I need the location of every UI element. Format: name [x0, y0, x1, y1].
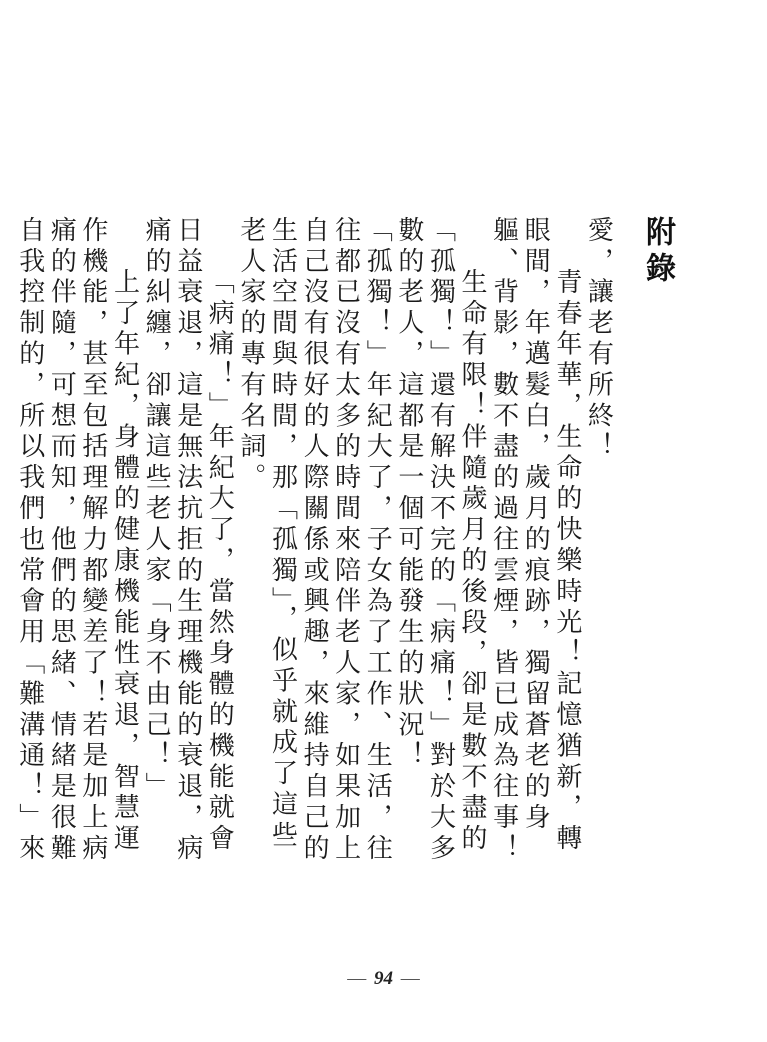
paragraph-3: 「孤獨！」年紀大了，子女為了工作、生活，往往都已沒有太多的時間來陪伴老人家，如果加上自己沒有很好的人際關係或興趣，來維持自己的生活空間與時間，那「孤獨」，似乎就成了這些老人家的專有名詞。 [235, 216, 393, 865]
page-number: 94 [374, 968, 393, 989]
footer-dash-right: — [400, 968, 420, 989]
chapter-heading: 愛，讓老有所終！ [583, 216, 614, 464]
paragraph-5: 上了年紀，身體的健康機能性衰退，智慧運作機能，甚至包括理解力都變差了！若是加上病痛的伴隨，可想而知，他們的思緒、情緒是很難自我控制的，所以我們也常會用「難溝通！」來 [14, 216, 140, 865]
section-title: 附錄 [640, 216, 675, 288]
paragraph-4: 「病痛！」年紀大了，當然身體的機能就會日益衰退，這是無法抗拒的生理機能的衰退，病痛的糾纏，卻讓這些老人家「身不由己！」 [141, 216, 235, 865]
vertical-text-body [13, 216, 673, 876]
footer-dash-left: — [347, 968, 367, 989]
page-footer [0, 968, 767, 990]
paragraph-2: 生命有限！伴隨歲月的後段，卻是數不盡的「孤獨！」還有解決不完的「病痛！」對於大多數的老人，這都是一個可能發生的狀況！ [393, 216, 488, 865]
paragraph-1: 青春年華，生命的快樂時光！記憶猶新，轉眼間，年邁髮白，歲月的痕跡，獨留蒼老的身軀、背影，數不盡的過往雲煙，皆已成為往事！ [488, 216, 582, 865]
